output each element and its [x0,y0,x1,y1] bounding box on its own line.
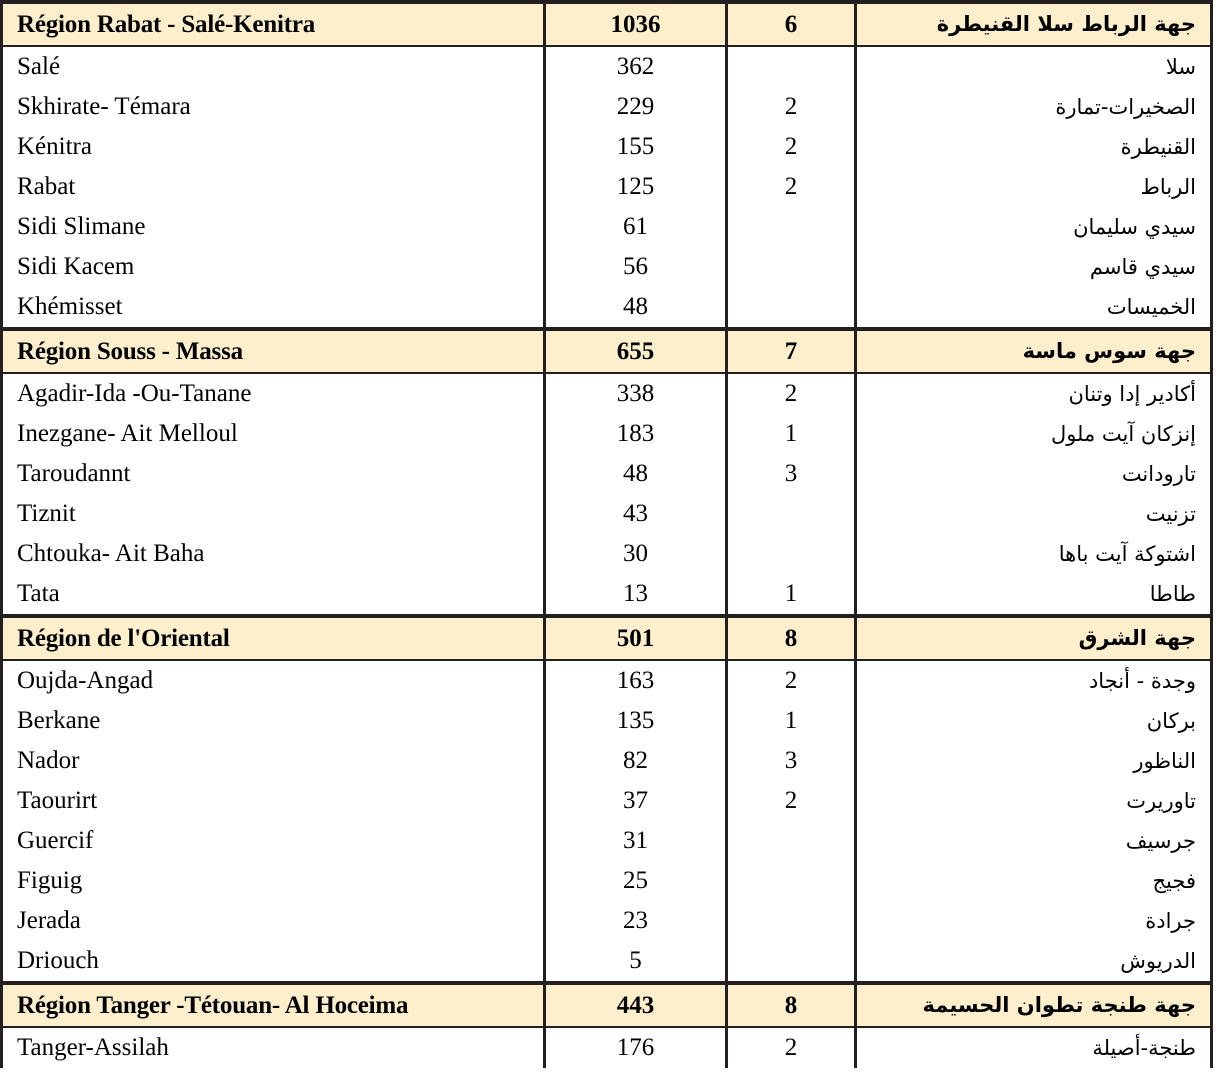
city-deaths: 2 [727,781,856,821]
table-row [2,414,1212,454]
region-name-fr: Région Rabat - Salé-Kenitra [2,2,545,46]
table-row [2,247,1212,287]
city-name-fr: Inezgane- Ait Melloul [2,414,545,454]
city-deaths [727,247,856,287]
city-cases: 82 [545,741,727,781]
city-deaths [727,901,856,941]
city-deaths: 2 [727,373,856,414]
city-name-fr: Chtouka- Ait Baha [2,534,545,574]
city-name-fr: Taroudannt [2,454,545,494]
city-name-ar: تزنيت [856,494,1212,534]
region-cases-total: 655 [545,329,727,373]
city-cases: 61 [545,207,727,247]
city-name-fr: Tata [2,574,545,616]
city-name-ar: الرباط [856,167,1212,207]
city-deaths [727,821,856,861]
region-deaths-total: 8 [727,983,856,1027]
city-name-ar: الناظور [856,741,1212,781]
city-name-fr: Agadir-Ida -Ou-Tanane [2,373,545,414]
city-name-fr: Oujda-Angad [2,660,545,701]
table-row [2,901,1212,941]
city-name-ar: وجدة - أنجاد [856,660,1212,701]
city-deaths [727,534,856,574]
city-cases: 5 [545,941,727,983]
city-name-ar: بركان [856,701,1212,741]
city-name-fr: Jerada [2,901,545,941]
city-deaths: 2 [727,127,856,167]
city-name-fr: Kénitra [2,127,545,167]
region-deaths-total: 8 [727,616,856,660]
city-cases: 48 [545,287,727,329]
city-cases: 56 [545,247,727,287]
table-row [2,494,1212,534]
city-name-ar: تاوريرت [856,781,1212,821]
region-name-ar: جهة سوس ماسة [856,329,1212,373]
city-deaths: 1 [727,701,856,741]
city-name-ar: الصخيرات-تمارة [856,87,1212,127]
city-deaths: 1 [727,414,856,454]
region-header-row [2,983,1212,1027]
city-name-ar: الخميسات [856,287,1212,329]
city-deaths: 2 [727,1027,856,1068]
city-cases: 48 [545,454,727,494]
table-row [2,287,1212,329]
table-row [2,741,1212,781]
city-name-ar: الدريوش [856,941,1212,983]
city-name-fr: Guercif [2,821,545,861]
city-name-fr: Tanger-Assilah [2,1027,545,1068]
table-row [2,207,1212,247]
table-row [2,46,1212,87]
city-name-fr: Sidi Slimane [2,207,545,247]
city-cases: 30 [545,534,727,574]
city-name-fr: Skhirate- Témara [2,87,545,127]
city-cases: 163 [545,660,727,701]
city-name-ar: فجيج [856,861,1212,901]
region-deaths-total: 6 [727,2,856,46]
table-row [2,781,1212,821]
region-cases-total: 443 [545,983,727,1027]
city-cases: 229 [545,87,727,127]
table-row [2,373,1212,414]
city-deaths [727,46,856,87]
city-name-fr: Berkane [2,701,545,741]
table-row [2,701,1212,741]
region-name-ar: جهة الرباط سلا القنيطرة [856,2,1212,46]
city-deaths [727,287,856,329]
region-name-ar: جهة طنجة تطوان الحسيمة [856,983,1212,1027]
region-header-row [2,2,1212,46]
region-name-fr: Région Souss - Massa [2,329,545,373]
city-name-fr: Figuig [2,861,545,901]
region-header-row [2,616,1212,660]
table-row [2,574,1212,616]
region-cases-total: 501 [545,616,727,660]
city-deaths: 2 [727,87,856,127]
table-row [2,87,1212,127]
city-cases: 125 [545,167,727,207]
table-row [2,534,1212,574]
region-cases-total: 1036 [545,2,727,46]
city-name-ar: سيدي قاسم [856,247,1212,287]
region-name-ar: جهة الشرق [856,616,1212,660]
table-body [2,2,1212,1068]
city-name-fr: Tiznit [2,494,545,534]
table-row [2,861,1212,901]
table-row [2,167,1212,207]
city-name-ar: طاطا [856,574,1212,616]
city-cases: 155 [545,127,727,167]
city-name-fr: Taourirt [2,781,545,821]
city-name-fr: Khémisset [2,287,545,329]
city-name-ar: سيدي سليمان [856,207,1212,247]
city-cases: 25 [545,861,727,901]
table-row [2,454,1212,494]
city-name-ar: أكادير إدا وتنان [856,373,1212,414]
city-deaths: 3 [727,741,856,781]
city-cases: 43 [545,494,727,534]
city-name-fr: Driouch [2,941,545,983]
city-deaths: 3 [727,454,856,494]
region-deaths-total: 7 [727,329,856,373]
city-name-ar: سلا [856,46,1212,87]
table-row [2,1027,1212,1068]
city-deaths: 2 [727,660,856,701]
city-name-fr: Sidi Kacem [2,247,545,287]
table-row [2,821,1212,861]
city-cases: 13 [545,574,727,616]
city-name-ar: جرادة [856,901,1212,941]
city-deaths [727,861,856,901]
city-deaths [727,207,856,247]
table-row [2,660,1212,701]
city-deaths: 1 [727,574,856,616]
table-row [2,941,1212,983]
city-cases: 31 [545,821,727,861]
city-name-fr: Salé [2,46,545,87]
city-cases: 183 [545,414,727,454]
region-name-fr: Région de l'Oriental [2,616,545,660]
city-deaths [727,941,856,983]
city-deaths: 2 [727,167,856,207]
city-cases: 135 [545,701,727,741]
city-cases: 37 [545,781,727,821]
city-name-ar: تارودانت [856,454,1212,494]
city-name-ar: طنجة-أصيلة [856,1027,1212,1068]
city-name-ar: جرسيف [856,821,1212,861]
region-header-row [2,329,1212,373]
city-name-ar: إنزكان آيت ملول [856,414,1212,454]
city-deaths [727,494,856,534]
city-cases: 338 [545,373,727,414]
city-cases: 176 [545,1027,727,1068]
table-row [2,127,1212,167]
city-cases: 362 [545,46,727,87]
region-name-fr: Région Tanger -Tétouan- Al Hoceima [2,983,545,1027]
city-cases: 23 [545,901,727,941]
city-name-fr: Nador [2,741,545,781]
city-name-ar: اشتوكة آيت باها [856,534,1212,574]
city-name-fr: Rabat [2,167,545,207]
city-name-ar: القنيطرة [856,127,1212,167]
